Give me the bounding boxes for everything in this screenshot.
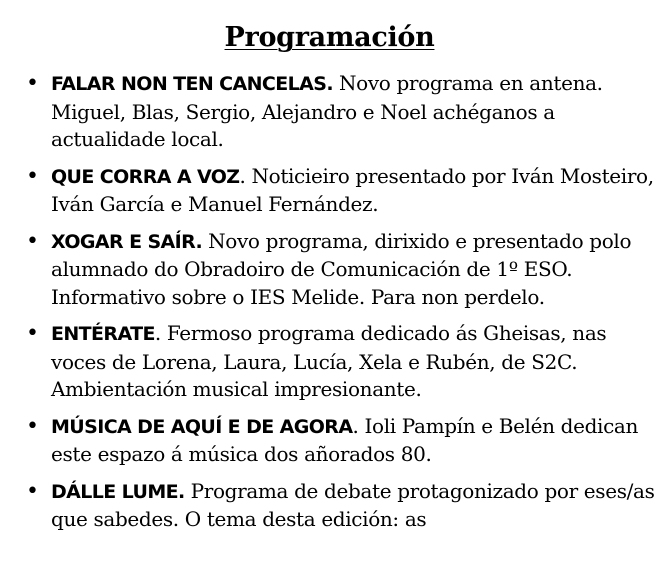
program-list [0,70,659,543]
program-name: XOGAR E SAÍR. [51,230,203,253]
list-item [0,70,659,154]
program-description: . Fermoso programa dedicado ás Gheisas, nas voces de Lorena, Laura, Lucía, Xela e Rubén, de S2C. Ambientación musical impresionante. [51,321,607,401]
program-name: DÁLLE LUME. [51,480,185,503]
list-item [0,163,659,219]
bullet-icon: • [26,71,39,96]
program-description: . Noticieiro presentado por Iván Mosteiro, Iván García e Manuel Fernández. [51,163,654,216]
program-name: ENTÉRATE [51,323,155,345]
program-name: FALAR NON TEN CANCELAS. [51,73,333,95]
bullet-icon: • [26,321,39,346]
bullet-icon: • [26,478,39,504]
list-item [0,320,659,404]
list-item [0,478,659,534]
page-title: Programación [224,22,435,54]
program-description: Novo programa, dirixido e presentado polo alumnado do Obradoiro de Comunicación de 1º ESO. Informativo sobre o IES Melide. Para non perdelo. [51,228,632,309]
bullet-icon: • [26,163,39,189]
program-description: Programa de debate protagonizado por eses/as que sabedes. O tema desta edición: as [51,478,655,531]
list-item [0,228,659,312]
program-name: MÚSICA DE AQUÍ E DE AGORA [51,415,353,438]
bullet-icon: • [26,413,39,439]
bullet-icon: • [26,228,39,254]
list-item [0,413,659,469]
program-description: . Ioli Pampín e Belén dedican este espazo á música dos añorados 80. [51,413,639,466]
program-description: Novo programa en antena. Miguel, Blas, Sergio, Alejandro e Noel achéganos a actualidade local. [51,71,603,151]
program-name: QUE CORRA A VOZ [51,165,240,188]
